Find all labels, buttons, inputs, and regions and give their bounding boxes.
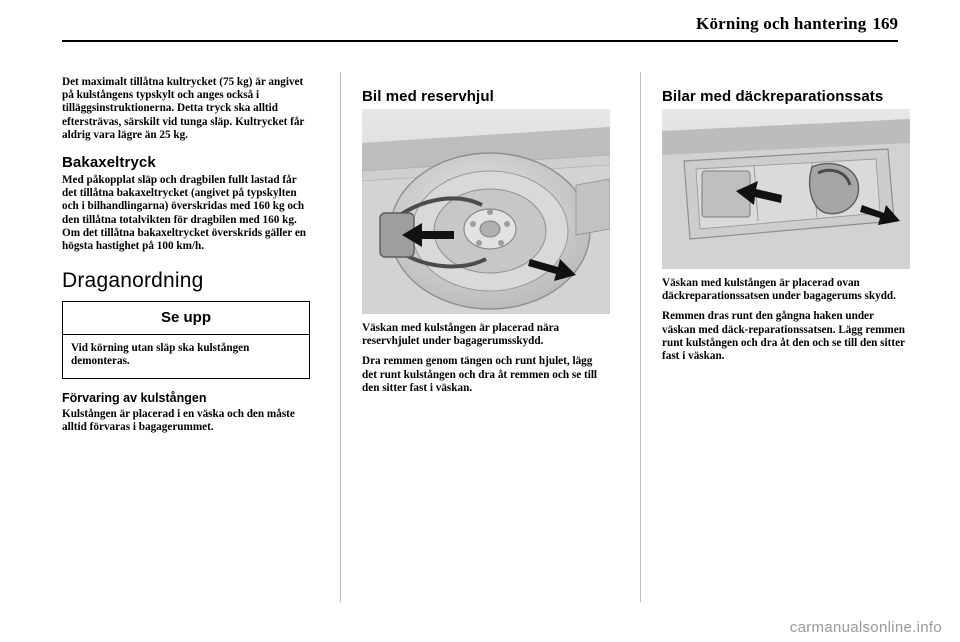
intro-paragraph: Det maximalt tillåtna kultrycket (75 kg) är angivet på kulstångens typskylt och anges också i tilläggsinstruktionerna. Detta tryck ska alltid eftersträvas, särskilt vid tunga släp. Kultrycket får aldrig vara lägre än 25 kg. xyxy=(62,76,305,141)
section-heading-draganordning: Draganordning xyxy=(62,269,204,293)
site-watermark: carmanualsonline.info xyxy=(789,619,942,636)
tyre-repair-kit-compartment-illustration xyxy=(662,109,910,269)
page-number: 169 xyxy=(872,14,898,33)
bakaxeltryck-paragraph: Med påkopplat släp och dragbilen fullt lastad får det tillåtna bakaxeltrycket (angivet på typskylten och i bilhandlingarna) överskridas med 160 kg och den tillåtna totalvikten för dragbilen med 160 kg. Om det tillåtna bakaxeltrycket överskrids gäller en högsta hastighet på 100 km/h. xyxy=(62,174,307,253)
page-title: Körning och hantering xyxy=(696,14,867,33)
dackreparationssats-paragraph-2: Remmen dras runt den gångna haken under väskan med däck-reparationssatsen. Lägg remmen runt kulstången och dra åt den och se till den sitter fast i väskan. xyxy=(662,310,905,363)
spare-wheel-well-illustration xyxy=(362,109,610,314)
page-header xyxy=(62,14,898,34)
column-three xyxy=(662,76,910,370)
warning-box-text: Vid körning utan släp ska kulstången demonteras. xyxy=(71,342,250,368)
section-heading-bakaxeltryck: Bakaxeltryck xyxy=(62,154,156,172)
header-divider xyxy=(62,40,898,42)
spare-wheel-figure-svg xyxy=(362,109,610,314)
heading-bil-med-reservhjul: Bil med reservhjul xyxy=(362,88,494,105)
column-divider-2 xyxy=(640,72,641,602)
warning-box-body xyxy=(63,335,309,377)
figure-caption-reservhjul: Väskan med kulstången är placerad nära reservhjulet under bagagerumsskydd. xyxy=(362,322,560,348)
warning-box xyxy=(62,301,310,378)
column-two xyxy=(362,76,610,402)
dackreparationssats-paragraph-1: Väskan med kulstången är placerad ovan däckreparationssatsen under bagagerums skydd. xyxy=(662,277,896,303)
subheading-forvaring: Förvaring av kulstången xyxy=(62,390,207,405)
reservhjul-paragraph: Dra remmen genom tängen och runt hjulet, lägg det runt kulstången och dra åt remmen och se till den sitter fast i väskan. xyxy=(362,355,598,394)
column-divider-1 xyxy=(340,72,341,602)
forvaring-paragraph: Kulstången är placerad i en väska och den måste alltid förvaras i bagagerummet. xyxy=(62,407,295,433)
tyre-repair-kit-figure-svg xyxy=(662,109,910,269)
heading-dackreparationssats: Bilar med däckreparationssats xyxy=(662,88,884,105)
warning-box-title: Se upp xyxy=(63,302,309,335)
column-one xyxy=(62,76,310,441)
